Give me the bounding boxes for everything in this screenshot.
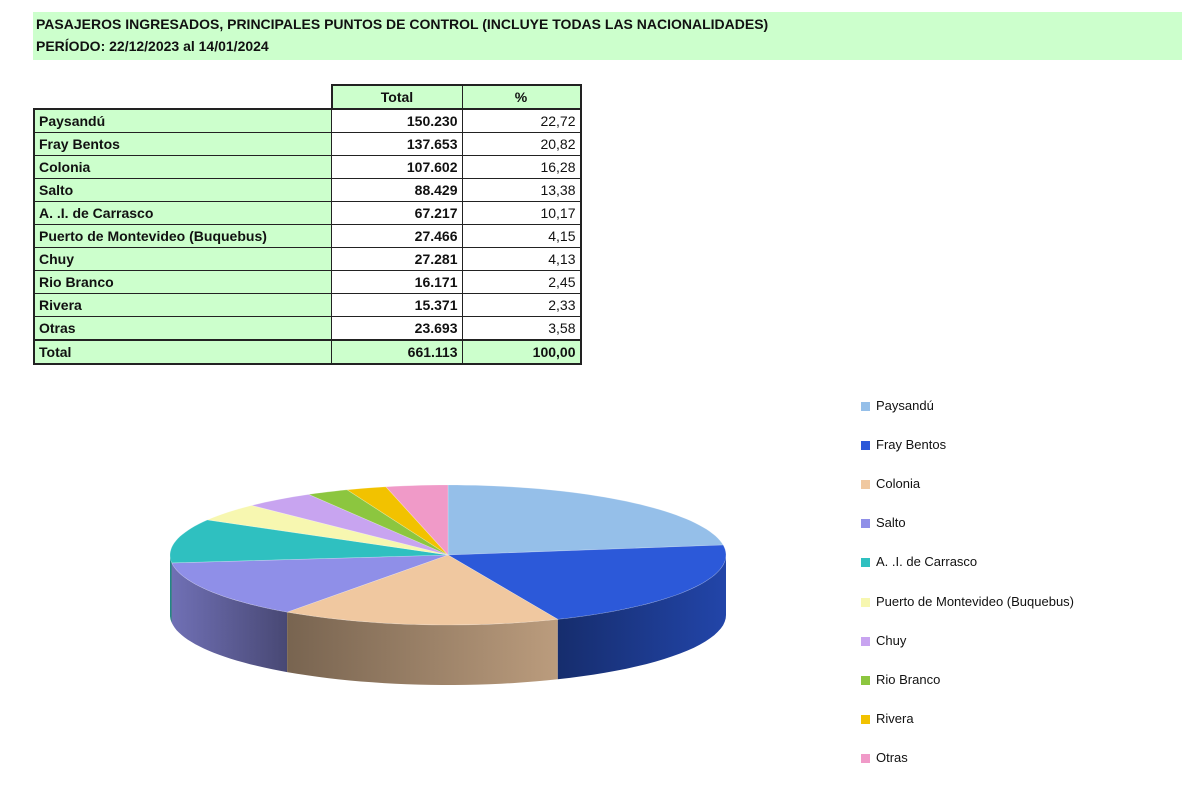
table-row xyxy=(34,133,581,156)
total-label: Total xyxy=(34,340,332,364)
row-percent: 3,58 xyxy=(462,317,581,341)
table-row xyxy=(34,225,581,248)
row-label: Chuy xyxy=(34,248,332,271)
row-total: 27.281 xyxy=(332,248,463,271)
legend-label: Otras xyxy=(876,749,908,765)
legend-swatch xyxy=(861,637,870,646)
row-label: A. .I. de Carrasco xyxy=(34,202,332,225)
table-row xyxy=(34,156,581,179)
table-row xyxy=(34,179,581,202)
row-label: Colonia xyxy=(34,156,332,179)
table-row xyxy=(34,202,581,225)
legend-label: Paysandú xyxy=(876,398,934,413)
row-percent: 4,13 xyxy=(462,248,581,271)
row-label: Otras xyxy=(34,317,332,341)
row-total: 27.466 xyxy=(332,225,463,248)
table-row xyxy=(34,317,581,341)
row-percent: 16,28 xyxy=(462,156,581,179)
table-row xyxy=(34,109,581,133)
row-percent: 10,17 xyxy=(462,202,581,225)
legend-swatch xyxy=(861,676,870,685)
legend-label: Chuy xyxy=(876,632,907,648)
row-percent: 13,38 xyxy=(462,179,581,202)
column-header-percent: % xyxy=(462,85,581,109)
report-title: PASAJEROS INGRESADOS, PRINCIPALES PUNTOS DE CONTROL (INCLUYE TODAS LAS NACIONALIDADES) xyxy=(36,16,769,32)
pie-chart xyxy=(0,380,780,710)
header-banner xyxy=(33,12,1182,60)
row-percent: 4,15 xyxy=(462,225,581,248)
legend-swatch xyxy=(861,519,870,528)
table-total-row xyxy=(34,340,581,364)
grand-total: 661.113 xyxy=(332,340,463,364)
row-label: Rivera xyxy=(34,294,332,317)
row-label: Salto xyxy=(34,179,332,202)
table-row xyxy=(34,271,581,294)
report-period: PERÍODO: 22/12/2023 al 14/01/2024 xyxy=(36,38,269,54)
legend-label: Puerto de Montevideo (Buquebus) xyxy=(876,593,1075,609)
table-header-row xyxy=(34,85,581,109)
pie-slice xyxy=(448,485,723,555)
legend-swatch xyxy=(861,402,870,411)
legend-swatch xyxy=(861,480,870,489)
row-label: Puerto de Montevideo (Buquebus) xyxy=(34,225,332,248)
legend-label: Colonia xyxy=(876,476,921,492)
row-total: 107.602 xyxy=(332,156,463,179)
legend-swatch xyxy=(861,441,870,450)
legend-label: Rio Branco xyxy=(876,671,941,687)
legend-swatch xyxy=(861,558,870,567)
legend-label: Rivera xyxy=(876,710,914,726)
row-total: 16.171 xyxy=(332,271,463,294)
data-table xyxy=(33,84,582,365)
row-total: 15.371 xyxy=(332,294,463,317)
table-row xyxy=(34,294,581,317)
row-percent: 2,33 xyxy=(462,294,581,317)
row-percent: 20,82 xyxy=(462,133,581,156)
grand-total-percent: 100,00 xyxy=(462,340,581,364)
row-total: 67.217 xyxy=(332,202,463,225)
column-header-total: Total xyxy=(332,85,463,109)
row-percent: 2,45 xyxy=(462,271,581,294)
legend-swatch xyxy=(861,754,870,763)
table-row xyxy=(34,248,581,271)
legend-swatch xyxy=(861,715,870,724)
legend-label: A. .I. de Carrasco xyxy=(876,554,978,570)
legend-swatch xyxy=(861,598,870,607)
row-total: 23.693 xyxy=(332,317,463,341)
row-percent: 22,72 xyxy=(462,109,581,133)
row-label: Rio Branco xyxy=(34,271,332,294)
pie-slice-side xyxy=(170,555,172,623)
row-total: 88.429 xyxy=(332,179,463,202)
row-total: 137.653 xyxy=(332,133,463,156)
row-total: 150.230 xyxy=(332,109,463,133)
row-label: Fray Bentos xyxy=(34,133,332,156)
row-label: Paysandú xyxy=(34,109,332,133)
legend-label: Fray Bentos xyxy=(876,437,947,453)
header-blank-cell xyxy=(34,85,332,109)
legend-label: Salto xyxy=(876,515,906,531)
